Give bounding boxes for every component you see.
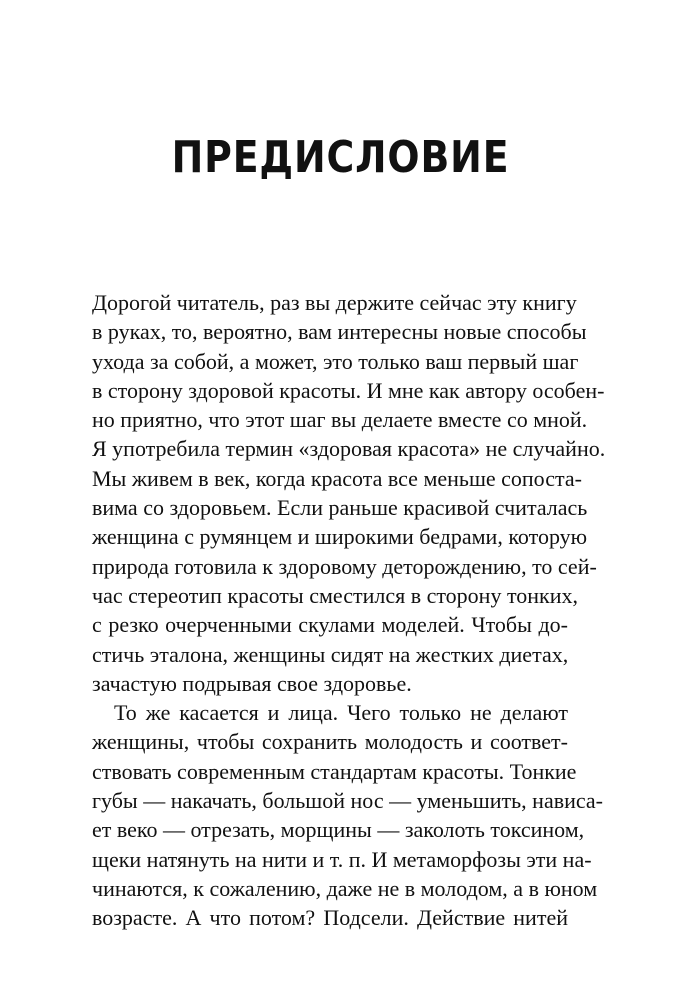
text-line: но приятно, что этот шаг вы делаете вместе со мной.: [92, 407, 588, 433]
text-line: час стереотип красоты сместился в сторону тонких,: [92, 582, 579, 608]
chapter-title: ПРЕДИСЛОВИЕ: [171, 132, 510, 183]
text-line: Дорогой читатель, раз вы держите сейчас эту книгу: [92, 290, 577, 315]
text-line: природа готовила к здоровому деторождению, то сей-: [92, 553, 597, 579]
paragraph-2: [92, 698, 603, 932]
text-line: щеки натянуть на нити и т. п. И метаморфозы эти на-: [92, 846, 592, 872]
text-line: чинаются, к сожалению, даже не в молодом, а в юном: [92, 875, 598, 901]
text-line: в руках, то, вероятно, вам интересны новые способы: [92, 319, 587, 345]
body-text: [92, 288, 606, 933]
text-line: То же касается и лица. Чего только не делают: [114, 700, 568, 726]
text-line: Я употребила термин «здоровая красота» не случайно.: [92, 436, 606, 462]
text-line: ет веко — отрезать, морщины — заколоть токсином,: [92, 817, 585, 843]
text-line: вима со здоровьем. Если раньше красивой считалась: [92, 495, 588, 521]
paragraph-1: [92, 288, 606, 698]
text-line: женщины, чтобы сохранить молодость и соответ-: [92, 729, 568, 755]
text-line: возрасте. А что потом? Подсели. Действие нитей: [92, 905, 568, 931]
text-line: губы — накачать, большой нос — уменьшить, нависа-: [92, 788, 603, 814]
text-line: ухода за собой, а может, это только ваш первый шаг: [92, 348, 579, 374]
text-line: зачастую подрывая свое здоровье.: [92, 670, 412, 696]
text-line: с резко очерченными скулами моделей. Чтобы до-: [92, 612, 568, 638]
text-line: женщина с румянцем и широкими бедрами, которую: [92, 524, 588, 550]
text-line: стичь эталона, женщины сидят на жестких диетах,: [92, 641, 569, 667]
text-line: в сторону здоровой красоты. И мне как автору особен-: [92, 377, 605, 403]
text-line: Мы живем в век, когда красота все меньше сопоста-: [92, 465, 582, 491]
text-line: ствовать современным стандартам красоты. Тонкие: [92, 758, 577, 784]
